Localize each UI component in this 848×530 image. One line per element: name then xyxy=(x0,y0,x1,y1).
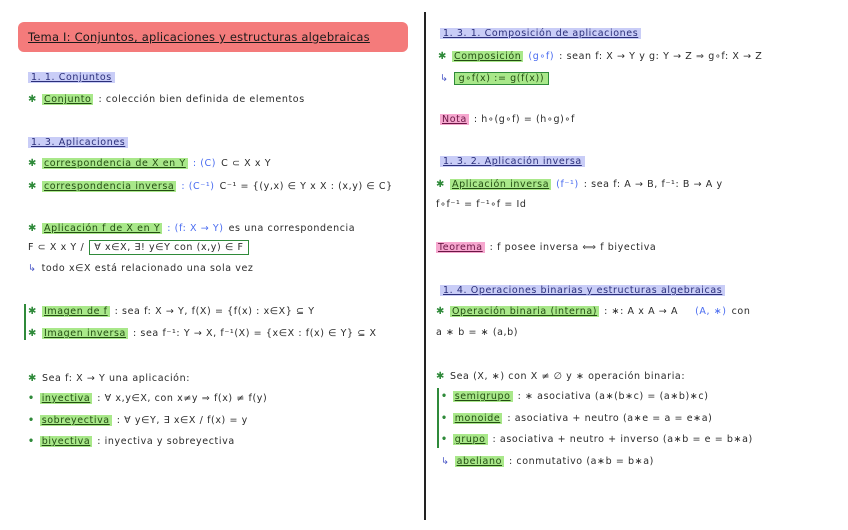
term-highlight: inyectiva xyxy=(41,393,91,404)
term-highlight: correspondencia de X en Y xyxy=(43,158,186,169)
definition-text: : ∗ asociativa (a∗(b∗c) = (a∗b)∗c) xyxy=(517,391,709,402)
section-1-4 xyxy=(440,285,725,296)
definition-text: : sea f⁻¹: Y → X, f⁻¹(X) = {x∈X : f(x) ∈ Y} ⊆ X xyxy=(132,328,377,339)
side-bar xyxy=(437,388,439,448)
star-bullet-icon: ✱ xyxy=(438,51,447,62)
abeliano-line xyxy=(441,456,654,467)
inversa-line xyxy=(436,179,723,190)
definition-text: : ∗: A x A → A xyxy=(604,306,679,317)
section-1-3-2 xyxy=(440,156,585,167)
term-highlight: grupo xyxy=(454,434,486,445)
grupo-line xyxy=(441,434,753,445)
term-highlight: monoide xyxy=(454,413,501,424)
aplicacion-line-3 xyxy=(28,263,254,274)
definition-text: : sea f: A → B, f⁻¹: B → A y xyxy=(583,179,723,190)
definition-text: es una correspondencia xyxy=(228,223,356,234)
section-1-3 xyxy=(28,137,128,148)
imagen-inversa-line xyxy=(28,328,377,339)
term-highlight: Imagen inversa xyxy=(43,328,126,339)
sea-aplicacion-line xyxy=(28,373,190,384)
definition-text: : sea f: X → Y, f(X) = {f(x) : x∈X} ⊆ Y xyxy=(114,306,315,317)
hook-arrow-icon: ↳ xyxy=(440,73,449,84)
star-bullet-icon: ✱ xyxy=(28,223,37,234)
operacion-line-2 xyxy=(436,327,518,338)
section-heading: 1. 4. Operaciones binarias y estructuras algebraicas xyxy=(440,285,725,296)
definition-text: : ∀ y∈Y, ∃ x∈X / f(x) = y xyxy=(116,415,248,426)
definition-text: : asociativa + neutro (a∗e = a = e∗a) xyxy=(507,413,713,424)
definition-text: todo x∈X está relacionado una sola vez xyxy=(41,263,254,274)
teorema-line xyxy=(436,242,656,253)
note-highlight: Nota xyxy=(442,114,467,125)
notation-text: : (f: X → Y) xyxy=(167,223,224,234)
notation-text: : (C⁻¹) xyxy=(181,181,215,192)
section-heading: 1. 3. 2. Aplicación inversa xyxy=(440,156,585,167)
imagen-line xyxy=(28,306,315,317)
section-heading: 1. 1. Conjuntos xyxy=(28,72,115,83)
bullet-dot-icon: • xyxy=(441,413,448,424)
column-divider xyxy=(424,12,426,520)
definition-text: Sea f: X → Y una aplicación: xyxy=(41,373,191,384)
definition-text: : inyectiva y sobreyectiva xyxy=(97,436,235,447)
star-bullet-icon: ✱ xyxy=(28,158,37,169)
bullet-dot-icon: • xyxy=(441,391,448,402)
star-bullet-icon: ✱ xyxy=(28,306,37,317)
star-bullet-icon: ✱ xyxy=(28,328,37,339)
star-bullet-icon: ✱ xyxy=(436,306,445,317)
definition-text: con xyxy=(731,306,751,317)
page-title: Tema I: Conjuntos, aplicaciones y estructuras algebraicas xyxy=(28,30,370,44)
star-bullet-icon: ✱ xyxy=(28,181,37,192)
nota-line xyxy=(440,114,575,125)
definition-text: : conmutativo (a∗b = b∗a) xyxy=(509,456,654,467)
notation-text: (f⁻¹) xyxy=(556,179,579,190)
term-highlight: Composición xyxy=(453,51,522,62)
definition-text: F ⊂ X x Y / xyxy=(28,242,85,253)
theorem-highlight: Teorema xyxy=(438,242,483,253)
term-highlight: abeliano xyxy=(456,456,502,467)
term-highlight: Conjunto xyxy=(43,94,92,105)
term-highlight: Imagen de f xyxy=(43,306,108,317)
term-highlight: biyectiva xyxy=(41,436,91,447)
notation-text: : (C) xyxy=(192,158,217,169)
biyectiva-line xyxy=(28,436,235,447)
hook-arrow-icon: ↳ xyxy=(441,456,450,467)
boxed-formula: g∘f(x) := g(f(x)) xyxy=(454,72,550,85)
term-highlight: Aplicación f de X en Y xyxy=(43,223,161,234)
definition-text: C ⊂ X x Y xyxy=(221,158,272,169)
definition-text: a ∗ b = ∗ (a,b) xyxy=(436,327,519,338)
boxed-condition: ∀ x∈X, ∃! y∈Y con (x,y) ∈ F xyxy=(89,240,248,255)
section-heading: 1. 3. 1. Composición de aplicaciones xyxy=(440,28,641,39)
definition-text: : h∘(g∘f) = (h∘g)∘f xyxy=(473,114,575,125)
definition-text: : asociativa + neutro + inverso (a∗b = e = b∗a) xyxy=(492,434,753,445)
inversa-line-2 xyxy=(436,199,527,210)
term-highlight: sobreyectiva xyxy=(41,415,110,426)
bullet-dot-icon: • xyxy=(28,436,35,447)
correspondencia-inversa-line xyxy=(28,181,393,192)
notation-text: (A, ∗) xyxy=(695,306,727,317)
inyectiva-line xyxy=(28,393,267,404)
definition-text: Sea (X, ∗) con X ≠ ∅ y ∗ operación binaria: xyxy=(449,371,686,382)
composicion-line xyxy=(438,51,762,62)
composicion-box-line xyxy=(440,72,549,85)
bullet-dot-icon: • xyxy=(28,415,35,426)
conjunto-line xyxy=(28,94,305,105)
correspondencia-line xyxy=(28,158,271,169)
aplicacion-line-2 xyxy=(28,240,249,255)
definition-text: : colección bien definida de elementos xyxy=(98,94,305,105)
star-bullet-icon: ✱ xyxy=(28,94,37,105)
term-highlight: Aplicación inversa xyxy=(451,179,550,190)
section-heading: 1. 3. Aplicaciones xyxy=(28,137,128,148)
title-banner xyxy=(18,22,408,52)
monoide-line xyxy=(441,413,712,424)
star-bullet-icon: ✱ xyxy=(436,371,445,382)
sea-op-line xyxy=(436,371,685,382)
section-1-1 xyxy=(28,72,115,83)
aplicacion-line xyxy=(28,223,355,234)
hook-arrow-icon: ↳ xyxy=(28,263,37,274)
semigrupo-line xyxy=(441,391,709,402)
bullet-dot-icon: • xyxy=(441,434,448,445)
term-highlight: Operación binaria (interna) xyxy=(451,306,598,317)
notation-text: (g∘f) xyxy=(528,51,555,62)
side-bar xyxy=(24,304,26,340)
star-bullet-icon: ✱ xyxy=(28,373,37,384)
definition-text: : sean f: X → Y y g: Y → Z ⇒ g∘f: X → Z xyxy=(559,51,763,62)
star-bullet-icon: ✱ xyxy=(436,179,445,190)
term-highlight: correspondencia inversa xyxy=(43,181,175,192)
definition-text: f∘f⁻¹ = f⁻¹∘f = Id xyxy=(436,199,527,210)
bullet-dot-icon: • xyxy=(28,393,35,404)
section-1-3-1 xyxy=(440,28,641,39)
term-highlight: semigrupo xyxy=(454,391,511,402)
definition-text: : ∀ x,y∈X, con x≠y ⇒ f(x) ≠ f(y) xyxy=(97,393,268,404)
definition-text: : f posee inversa ⟺ f biyectiva xyxy=(489,242,657,253)
definition-text: C⁻¹ = {(y,x) ∈ Y x X : (x,y) ∈ C} xyxy=(219,181,393,192)
operacion-line xyxy=(436,306,750,317)
sobreyectiva-line xyxy=(28,415,248,426)
